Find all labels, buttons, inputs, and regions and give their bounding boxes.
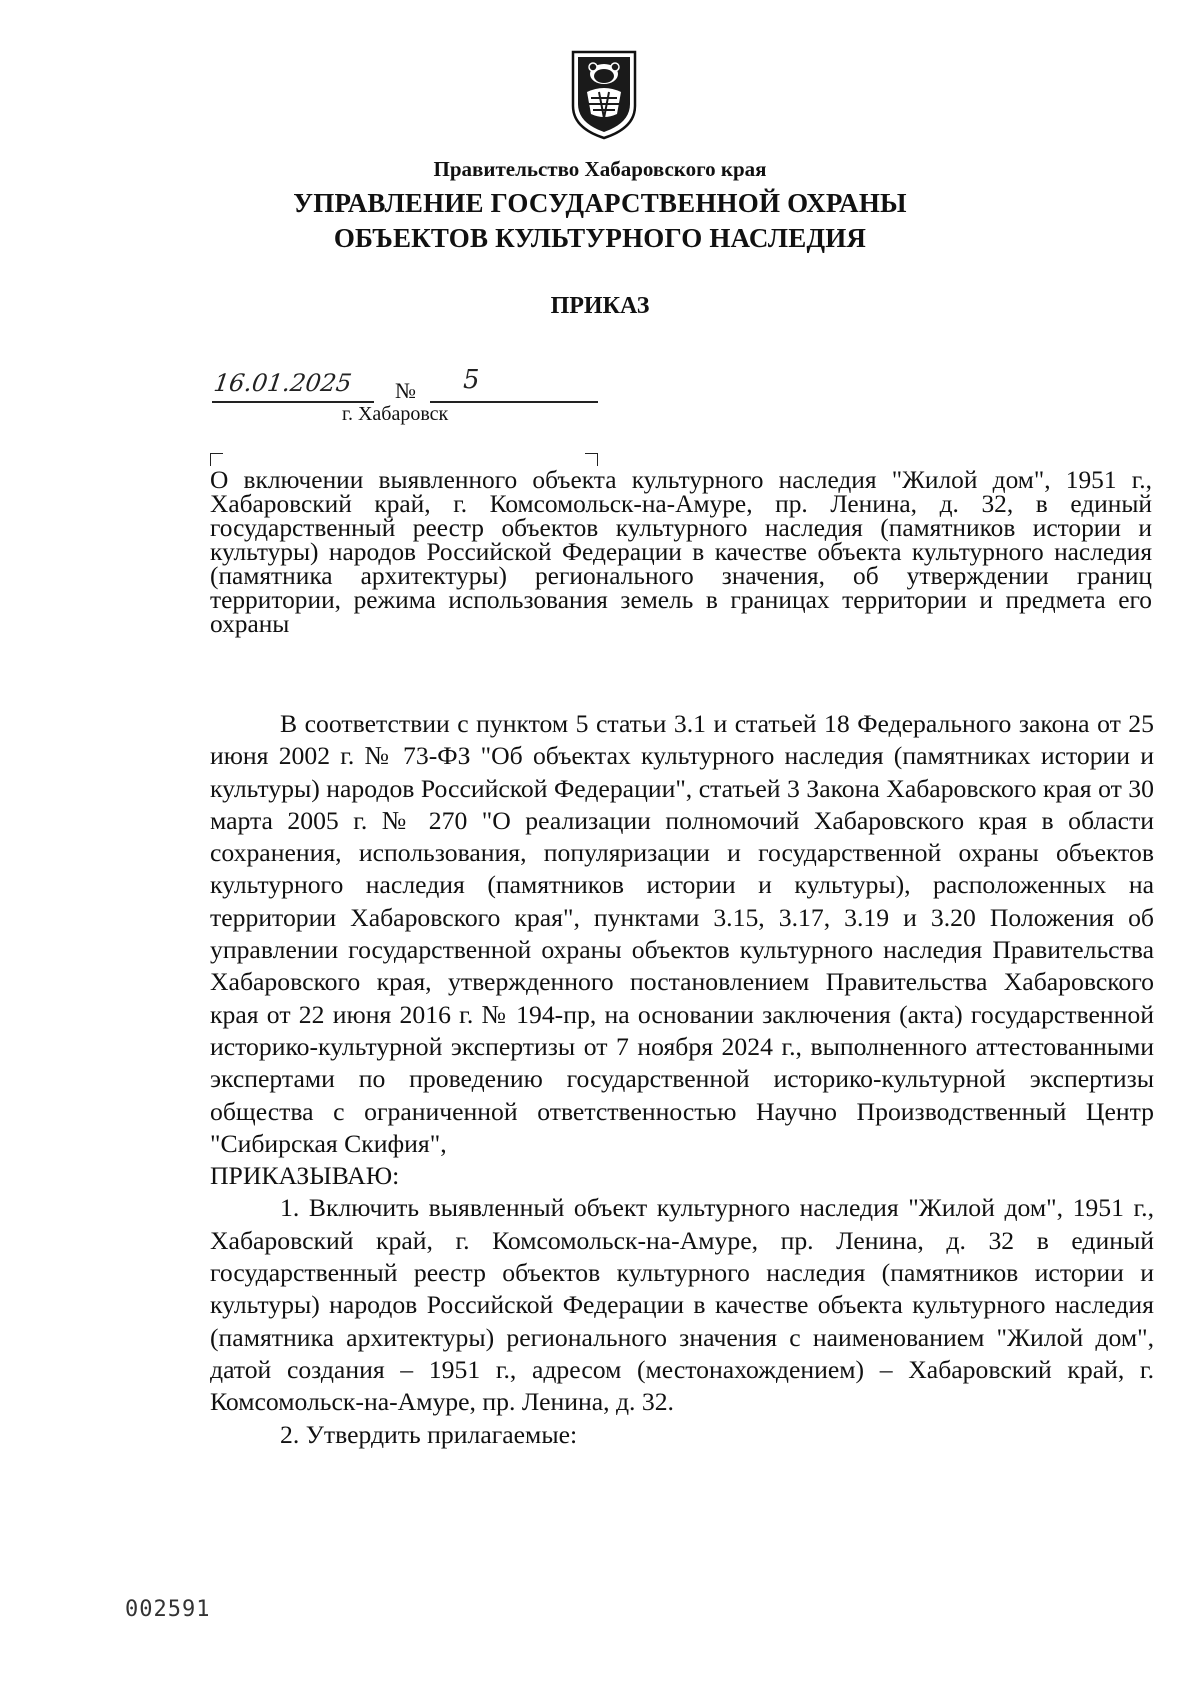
- handwritten-number: 5: [463, 365, 480, 395]
- number-underline: [430, 401, 598, 403]
- order-body: [210, 708, 1154, 1451]
- subject-corner-mark-right: [585, 453, 598, 466]
- order-item-2: 2. Утвердить прилагаемые:: [280, 1419, 578, 1449]
- order-subject: О включении выявленного объекта культурного наследия "Жилой дом", 1951 г., Хабаровский край, г. Комсомольск-на-Амуре, пр. Ленина, д. 32, в единый государственный реестр объектов культурного наследия (памятников истории и культуры) народов Российской Федерации в качестве объекта культурного наследия (памятника архитектуры) регионального значения, об утверждении границ территории, режима использования земель в границах территории и предмета его охраны: [210, 466, 1152, 638]
- khabarovsk-coat-of-arms-icon: [569, 48, 639, 140]
- preamble-paragraph: В соответствии с пунктом 5 статьи 3.1 и статьей 18 Федерального закона от 25 июня 2002 г. № 73-ФЗ "Об объектах культурного наследия (памятниках истории и культуры) народов Российской Федерации", статьей 3 Закона Хабаровского края от 30 марта 2005 г. № 270 "О реализации полномочий Хабаровского края в области сохранения, использования, популяризации и государственной охраны объектов культурного наследия (памятников истории и культуры), расположенных на территории Хабаровского края", пунктами 3.15, 3.17, 3.19 и 3.20 Положения об управлении государственной охраны объектов культурного наследия Правительства Хабаровского края, утвержденного постановлением Правительства Хабаровского края от 22 июня 2016 г. № 194-пр, на основании заключения (акта) государственной историко-культурной экспертизы от 7 ноября 2024 г., выполненного аттестованными экспертами по проведению государственной историко-культурной экспертизы общества с ограниченной ответственностью Научно Производственный Центр "Сибирская Скифия",: [210, 709, 1154, 1158]
- document-type-title: ПРИКАЗ: [550, 293, 650, 319]
- order-item-1: 1. Включить выявленный объект культурного наследия "Жилой дом", 1951 г., Хабаровский край, г. Комсомольск-на-Амуре, пр. Ленина, д. 32 в единый государственный реестр объектов культурного наследия (памятников истории и культуры) народов Российской Федерации в качестве объекта культурного наследия (памятника архитектуры) регионального значения с наименованием "Жилой дом", датой создания – 1951 г., адресом (местонахождением) – Хабаровский край, г. Комсомольск-на-Амуре, пр. Ленина, д. 32.: [210, 1193, 1154, 1417]
- number-sign: №: [395, 378, 416, 403]
- subject-corner-mark-left: [210, 453, 223, 466]
- order-word: ПРИКАЗЫВАЮ:: [210, 1161, 400, 1191]
- parent-organization: Правительство Хабаровского края: [433, 157, 767, 181]
- organization-name-line-1: УПРАВЛЕНИЕ ГОСУДАРСТВЕННОЙ ОХРАНЫ: [293, 188, 907, 218]
- document-serial-code: 002591: [125, 1597, 211, 1622]
- organization-name-line-2: ОБЪЕКТОВ КУЛЬТУРНОГО НАСЛЕДИЯ: [333, 223, 867, 253]
- issue-city: г. Хабаровск: [342, 403, 449, 425]
- handwritten-date: 16.01.2025: [212, 369, 354, 397]
